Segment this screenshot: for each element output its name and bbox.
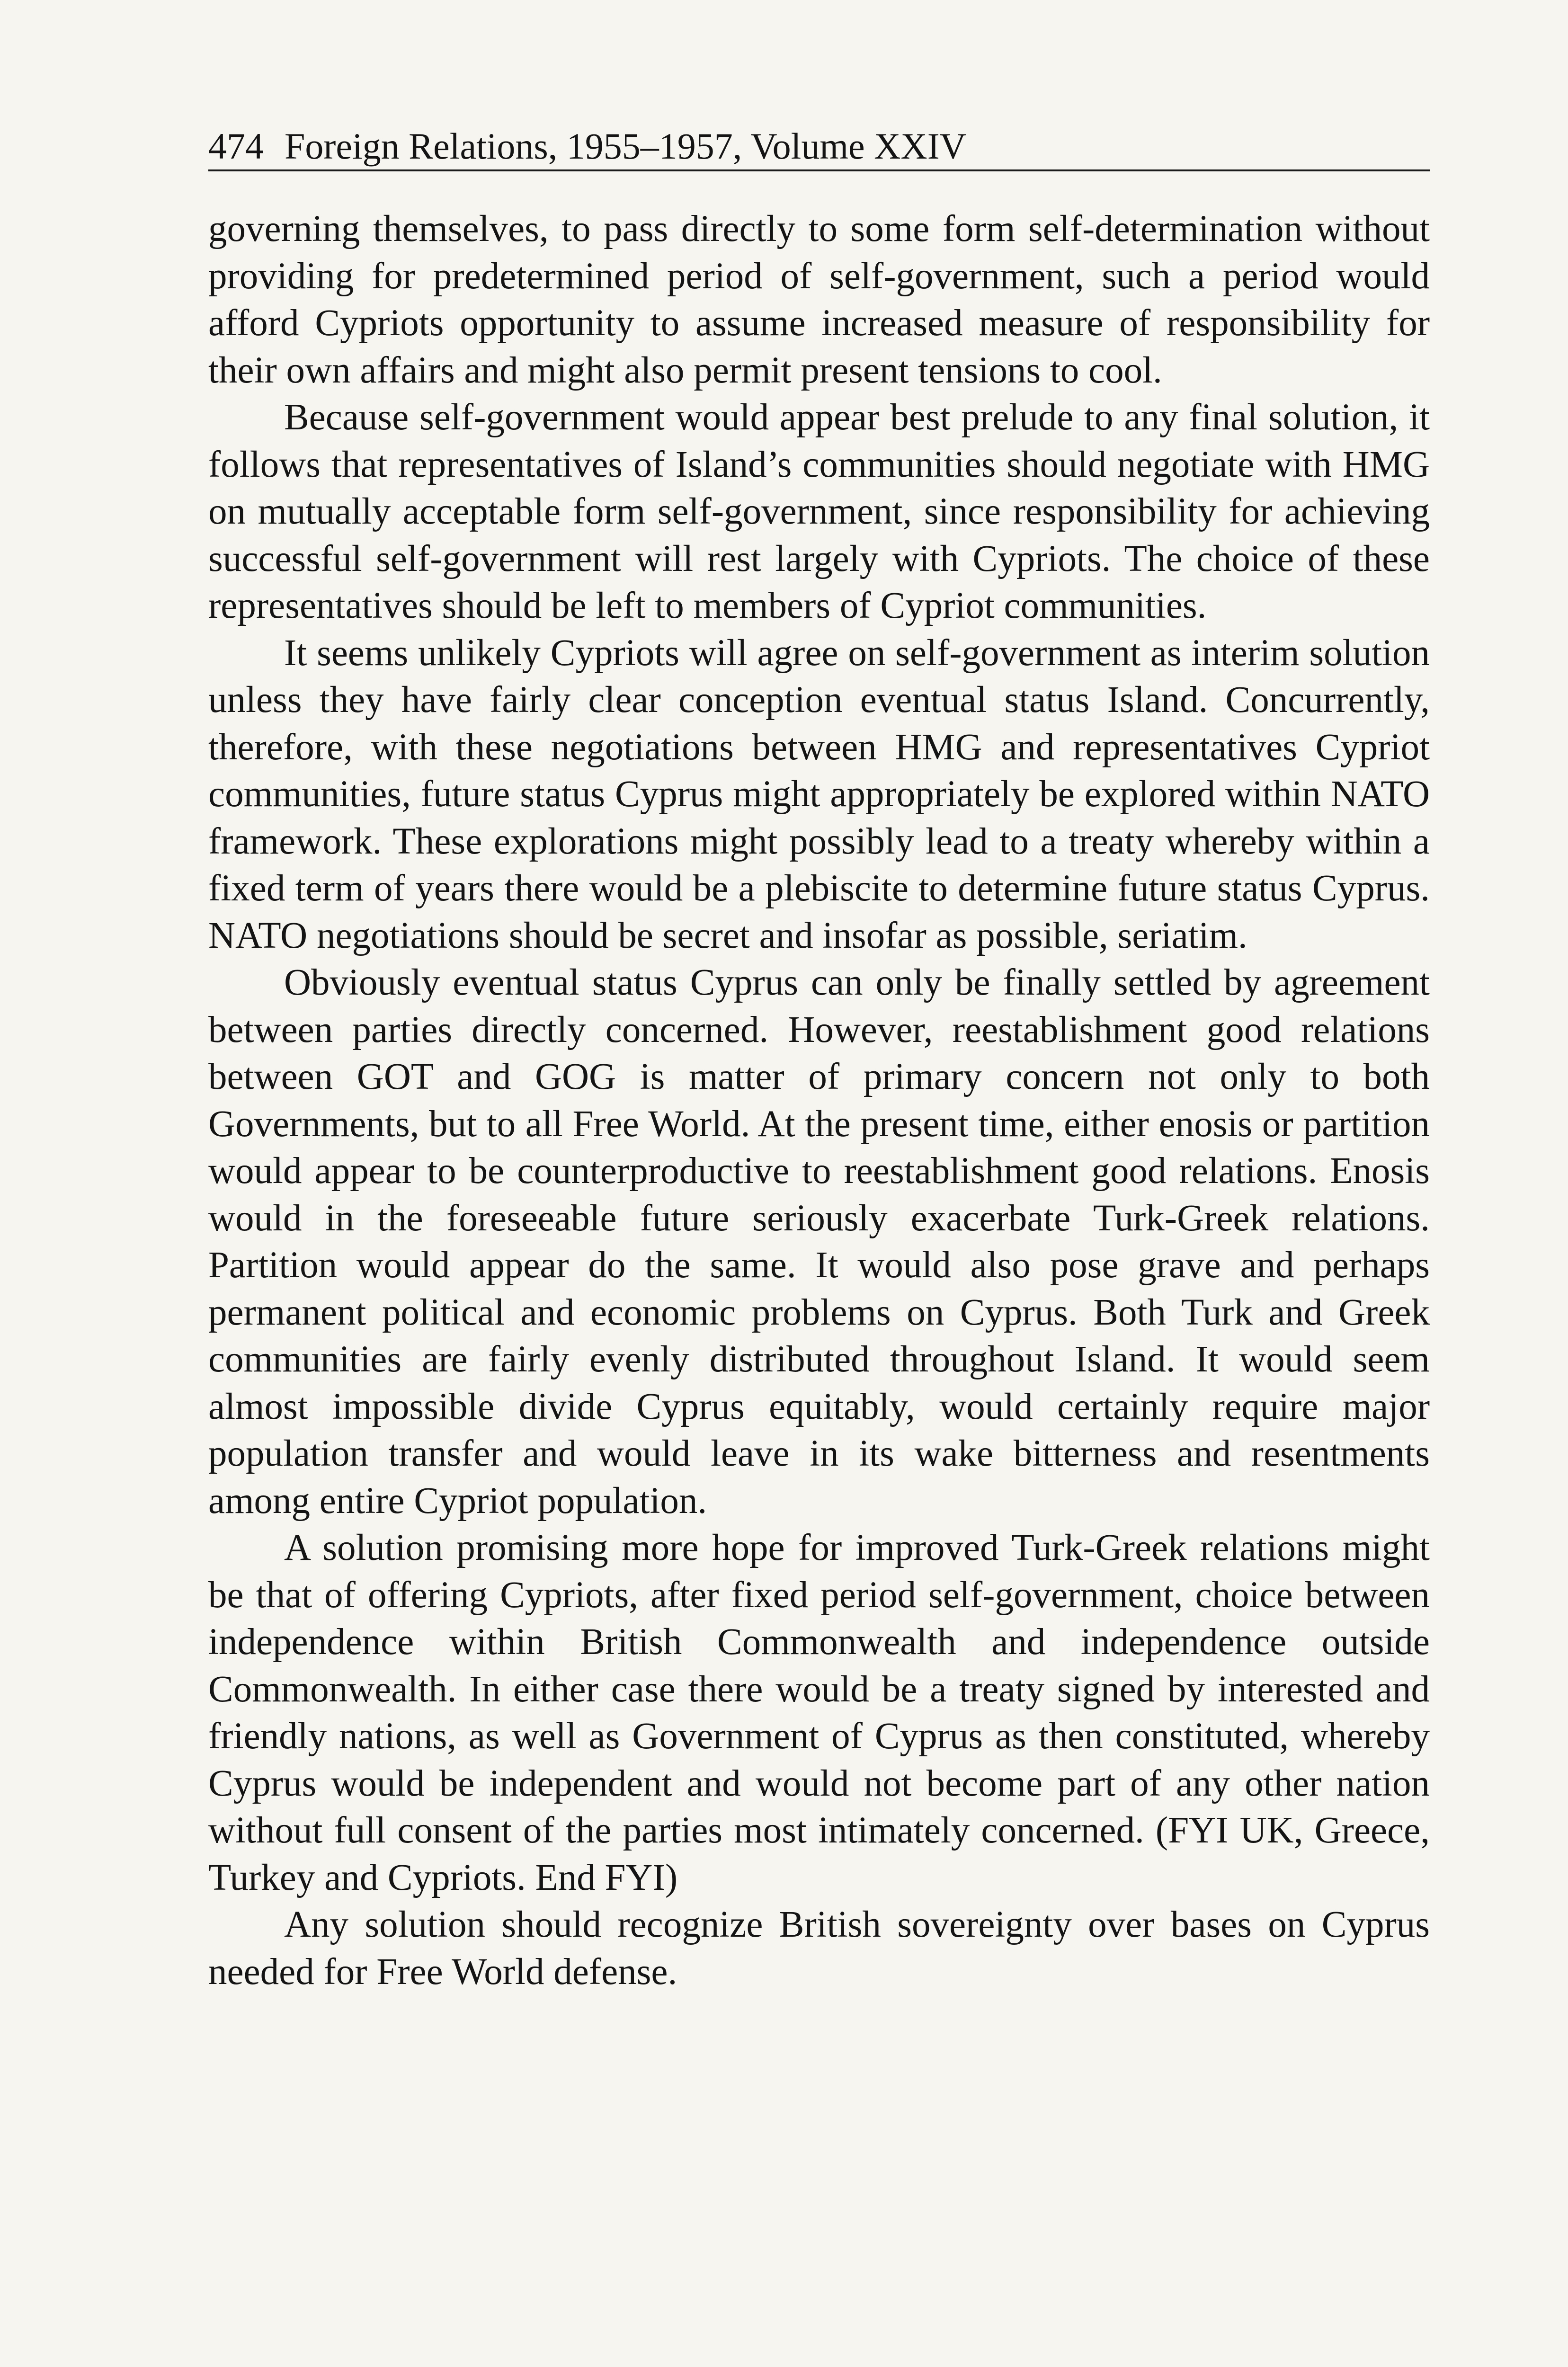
paragraph-independence-solution: A solution promising more hope for improved Turk-Greek relations might be that of offering Cypriots, after fixed period self-government, choice between independence within British Commonwealth and independence outside Commonwealth. In either case there would be a treaty signed by interested and friendly nations, as well as Government of Cyprus as then constituted, whereby Cyprus would be independent and would not become part of any other nation without full consent of the parties most intimately concerned. (FYI UK, Greece, Turkey and Cypriots. End FYI): [208, 1527, 1430, 1898]
paragraph-nato-framework: It seems unlikely Cypriots will agree on self-government as interim solution unless they have fairly clear conception eventual status Island. Concurrently, therefore, with these negotiations between HMG and representatives Cypriot communities, future status Cyprus might appropriately be explored within NATO framework. These explorations might possibly lead to a treaty whereby within a fixed term of years there would be a plebiscite to determine future status Cyprus. NATO negotiations should be secret and insofar as possible, seriatim.: [208, 632, 1430, 956]
paragraph-self-government: Because self-government would appear best prelude to any final solution, it follows that representatives of Island’s communities should negotiate with HMG on mutually acceptable form self-government, since responsibility for achieving successful self-government will rest largely with Cypriots. The choice of these representatives should be left to members of Cypriot communities.: [208, 397, 1430, 626]
body-text: [208, 205, 1430, 1995]
document-page: [208, 125, 1430, 1995]
paragraph-continued: governing themselves, to pass directly to some form self-determination without providing for predetermined period of self-government, such a period would afford Cypriots opportunity to assume increased measure of responsibility for their own affairs and might also permit present tensions to cool.: [208, 208, 1430, 391]
paragraph-british-bases: Any solution should recognize British sovereignty over bases on Cyprus needed for Free World defense.: [208, 1904, 1430, 1993]
page-number: 474: [208, 125, 264, 167]
running-header: [208, 125, 1430, 171]
paragraph-eventual-status: Obviously eventual status Cyprus can only be finally settled by agreement between parties directly concerned. However, reestablishment good relations between GOT and GOG is matter of primary concern not only to both Governments, but to all Free World. At the present time, either enosis or partition would appear to be counterproductive to reestablishment good relations. Enosis would in the foreseeable future seriously exacerbate Turk-Greek relations. Partition would appear do the same. It would also pose grave and perhaps permanent political and economic problems on Cyprus. Both Turk and Greek communities are fairly evenly distributed throughout Island. It would seem almost impossible divide Cyprus equitably, would certainly require major population transfer and would leave in its wake bitterness and resentments among entire Cypriot population.: [208, 962, 1430, 1522]
publication-title: Foreign Relations, 1955–1957, Volume XXIV: [285, 125, 967, 167]
